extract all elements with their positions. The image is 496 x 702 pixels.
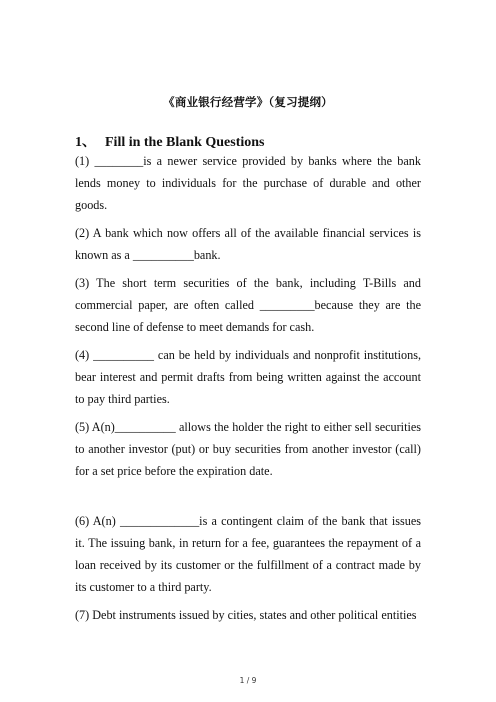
question-5: (5) A(n)__________ allows the holder the right to either sell securities to another investor (put) or buy securities from another investor (call) for a set price before the expiration date. <box>75 420 421 478</box>
page-number: 1 / 9 <box>239 676 257 685</box>
section-number: 1、 <box>75 135 96 150</box>
question-1: (1) ________is a newer service provided by banks where the bank lends money to individuals for the purchase of durable and other goods. <box>75 154 421 212</box>
section-heading <box>75 131 264 151</box>
section-heading-text: Fill in the Blank Questions <box>105 135 265 150</box>
question-2: (2) A bank which now offers all of the available financial services is known as a __________bank. <box>75 226 421 262</box>
question-3: (3) The short term securities of the bank, including T-Bills and commercial paper, are often called _________because they are the second line of defense to meet demands for cash. <box>75 276 421 334</box>
question-list <box>75 150 421 632</box>
document-title: 《商业银行经营学》（复习提纲） <box>163 95 333 109</box>
question-6: (6) A(n) _____________is a contingent claim of the bank that issues it. The issuing bank, in return for a fee, guarantees the repayment of a loan received by its customer or the fulfillment of a contract made by its customer to a third party. <box>75 514 421 594</box>
question-4: (4) __________ can be held by individuals and nonprofit institutions, bear interest and permit drafts from being written against the account to pay third parties. <box>75 348 421 406</box>
question-7: (7) Debt instruments issued by cities, states and other political entities <box>75 608 417 622</box>
